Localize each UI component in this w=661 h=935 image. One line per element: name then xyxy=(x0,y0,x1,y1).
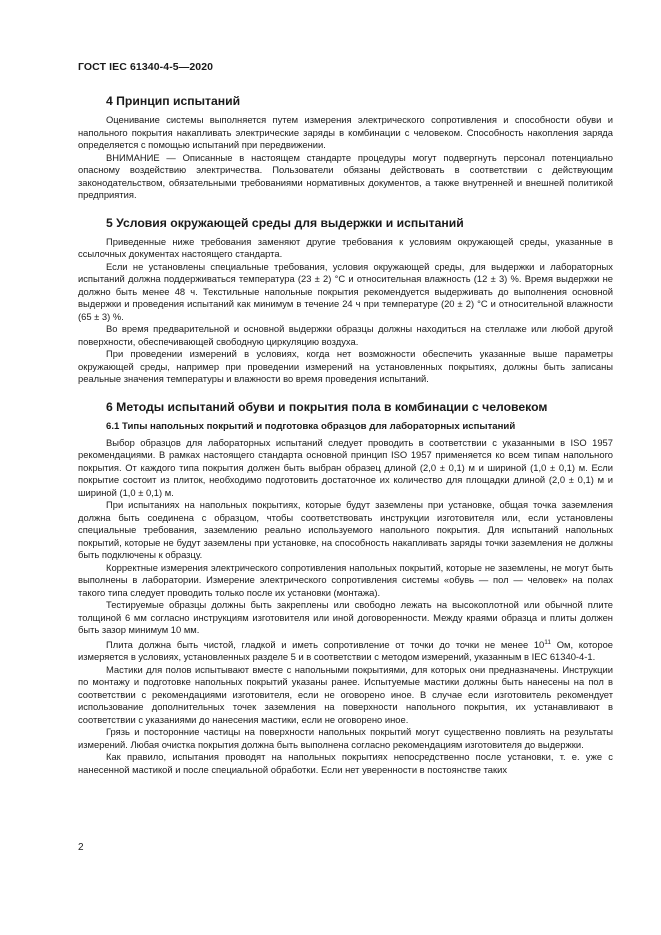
section-5-heading: 5 Условия окружающей среды для выдержки и испытаний xyxy=(106,215,464,230)
section-5-paragraph-4: При проведении измерений в условиях, когда нет возможности обеспечить указанные выше параметры окружающей среды, например при проведении измерений на установленных покрытиях, должны быть записаны реальные значения температуры и влажности во время проведения испытаний. xyxy=(78,348,613,384)
paragraph-5-text-start: Плита должна быть чистой, гладкой и иметь сопротивление от точки до точки не менее 10 xyxy=(106,638,545,650)
section-6-paragraph-1: Выбор образцов для лабораторных испытаний следует проводить в соответствии с указанными в ISO 1957 рекомендациями. В рамках настоящего стандарта основной принцип ISO 1957 применяется ко всем типам напольного покрытия. От каждого типа покрытия должен быть выбран образец длиной (2,0 ± 0,1) м и шириной (1,0 ± 0,1) м. Если покрытие состоит из плиток, необходимо подготовить достаточное их количество для площадки длиной (2,0 ± 0,1) м и шириной (1,0 ± 0,1) м. xyxy=(78,436,613,498)
page-content xyxy=(78,93,613,776)
standard-header: ГОСТ IEC 61340-4-5—2020 xyxy=(78,61,214,73)
section-4-warning: ВНИМАНИЕ — Описанные в настоящем стандарте процедуры могут подвергнуть персонал потенциально опасному воздействию электричества. Пользователи обязаны действовать в соответствии с действующим законодательством, обязательными требованиями нормативных документов, а также внутренней и внешней политикой предприятия. xyxy=(78,151,613,200)
section-6-heading: 6 Методы испытаний обуви и покрытия пола в комбинации с человеком xyxy=(106,399,548,414)
section-5-paragraph-3: Во время предварительной и основной выдержки образцы должны находиться на стеллаже или любой другой поверхности, обеспечивающей свободную циркуляцию воздуха. xyxy=(78,323,613,347)
section-6-paragraph-7: Грязь и посторонние частицы на поверхности напольных покрытий могут существенно повлиять на результаты измерений. Любая очистка покрытия должна быть выполнена согласно рекомендациям изготовителя до выдержки. xyxy=(78,726,613,750)
section-6-paragraph-6: Мастики для полов испытывают вместе с напольными покрытиями, для которых они предназначены. Инструкции по монтажу и подготовке напольных покрытий указаны ранее. Испытуемые мастики должны быть нанесены на пол в соответствии с рекомендациями изготовителя, если не оговорено иное. В случае если изготовитель рекомендует использование дополнительных точек заземления на поверхности напольного покрытия, их устанавливают в соответствии с указаниями до нанесения мастики, если не оговорено иное. xyxy=(78,663,613,725)
subsection-6-1-heading: 6.1 Типы напольных покрытий и подготовка образцов для лабораторных испытаний xyxy=(106,420,516,432)
section-6-paragraph-5 xyxy=(78,637,613,664)
section-5-paragraph-1: Приведенные ниже требования заменяют другие требования к условиям окружающей среды, указанные в ссылочных документах настоящего стандарта. xyxy=(78,235,613,259)
exponent: 11 xyxy=(544,638,552,646)
section-6-paragraph-4: Тестируемые образцы должны быть закреплены или свободно лежать на высокоплотной или обычной плите толщиной 6 мм согласно инструкциям изготовителя или иной договоренности. Между краями образца и плиты должен быть зазор минимум 10 мм. xyxy=(78,599,613,635)
section-6-paragraph-3: Корректные измерения электрического сопротивления напольных покрытий, которые не заземлены, не могут быть выполнены в лаборатории. Измерение электрического сопротивления системы «обувь — пол — человек» на полах такого типа следует проводить только после их установки (монтажа). xyxy=(78,561,613,598)
paragraph-5-text-end: Ом, которое измеряется в условиях, установленных разделе 5 и в соответствии с методом измерений, указанным в IEC 61340-4-1. xyxy=(78,638,614,663)
section-4-paragraph-1: Оценивание системы выполняется путем измерения электрического сопротивления и способности обуви и напольного покрытия накапливать электрические заряды в комбинации с человеком. Способность накопления заряда определяется с помощью испытаний при передвижении. xyxy=(78,114,613,150)
section-5-paragraph-2: Если не установлены специальные требования, условия окружающей среды, для выдержки и лабораторных испытаний должна поддерживаться температура (23 ± 2) °С и относительная влажность (12 ± 3) %. Время выдержки не должно быть менее 48 ч. Текстильные напольные покрытия рекомендуется выдерживать до выполнения основной выдержки и проведения испытаний как минимум в течение 24 ч при температуре (20 ± 2) °С и относительной влажности (65 ± 3) %. xyxy=(78,260,613,322)
section-4-heading: 4 Принцип испытаний xyxy=(106,94,241,108)
section-6-paragraph-2: При испытаниях на напольных покрытиях, которые будут заземлены при установке, общая точка заземления должна быть соединена с образцом, чтобы соответствовать инструкции изготовителя или, если установлены специальные требования, заземлению реально используемого напольного покрытия. Для испытаний напольных покрытий, которые не будут заземлены при установке, на способность накапливать заряды точки заземления не должны быть подключены к образцу. xyxy=(78,499,613,560)
section-6-paragraph-8: Как правило, испытания проводят на напольных покрытиях непосредственно после установки, т. е. уже с нанесенной мастикой и после специальной обработки. Если нет уверенности в постоянстве таких xyxy=(78,751,613,775)
page-number: 2 xyxy=(78,842,84,853)
